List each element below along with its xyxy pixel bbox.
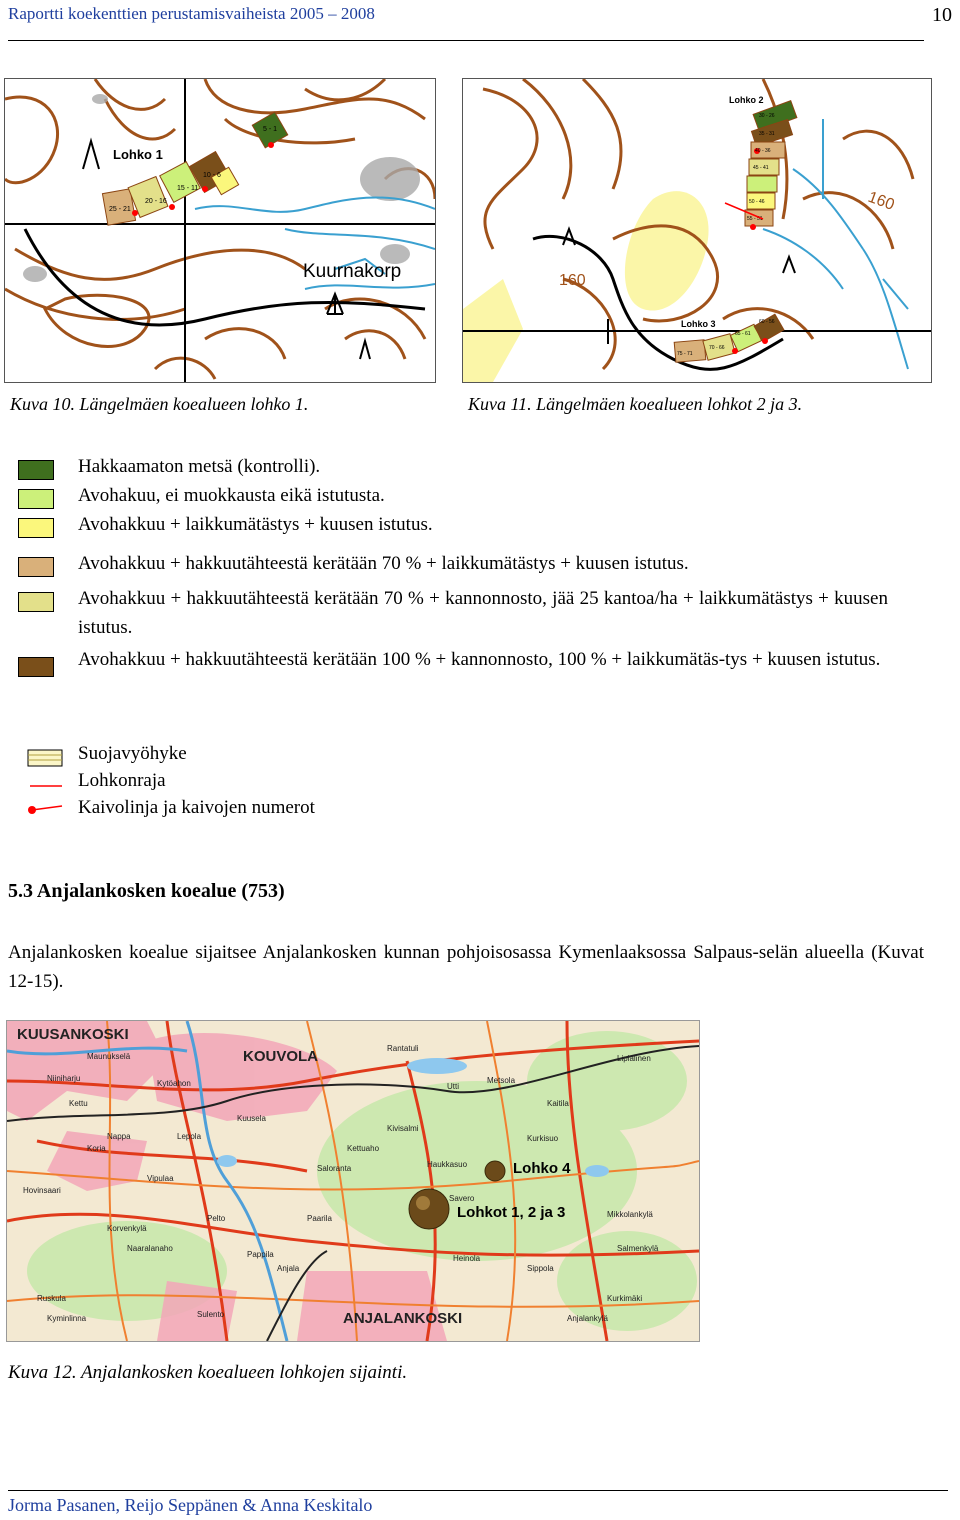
- map11-plot-label: 55 - 51: [747, 216, 763, 222]
- legend-text-stump100: Avohakkuu + hakkuutähteestä kerätään 100 % + kannonnosto, 100 % + laikkumätäs-tys + kuusen istutus.: [78, 649, 881, 670]
- map12-place: Haukkasuo: [427, 1160, 468, 1169]
- map12-place: Mikkolankylä: [607, 1210, 653, 1219]
- map11-label-block3: Lohko 3: [681, 319, 716, 329]
- running-header-title: Raportti koekenttien perustamisvaiheista 2005 – 2008: [8, 4, 375, 23]
- map12-place: Kytöahon: [157, 1079, 191, 1088]
- map12-place: Pappila: [247, 1250, 274, 1259]
- legend-swatch-harvest70: [18, 557, 54, 577]
- map10-plot-label: 10 - 6: [203, 172, 221, 179]
- map10-plot-label: 25 - 21: [109, 206, 131, 213]
- map11-plot-label: 75 - 71: [677, 351, 693, 357]
- map12-place: Metsola: [487, 1076, 516, 1085]
- caption-figure-12: Kuva 12. Anjalankosken koealueen lohkojen sijainti.: [8, 1362, 408, 1383]
- map12-place: Pelto: [207, 1214, 226, 1223]
- map12-label-lohko4: Lohko 4: [513, 1160, 571, 1177]
- legend-text-harvest70: Avohakkuu + hakkuutähteestä kerätään 70 % + laikkumätästys + kuusen istutus.: [78, 553, 689, 574]
- map12-place: Kettuaho: [347, 1144, 380, 1153]
- map12-label-kouvola: KOUVOLA: [243, 1048, 318, 1065]
- map-figure-11-graphic: [463, 79, 931, 382]
- map10-plot-label: 15 - 11: [177, 185, 199, 192]
- map12-place: Maunukselä: [87, 1052, 131, 1061]
- legend-text-clearcut: Avohakuu, ei muokkausta eikä istutusta.: [78, 485, 385, 506]
- map11-plot-label: 70 - 66: [709, 345, 725, 351]
- map12-place: Niiniharju: [47, 1074, 81, 1083]
- map-figure-10-graphic: [5, 79, 435, 382]
- section-paragraph: Anjalankosken koealue sijaitsee Anjalankosken kunnan pohjoisosassa Kymenlaaksossa Salpaus-selän alueella (Kuvat 12-15).: [8, 942, 924, 992]
- map11-plot-label: 65 - 61: [735, 331, 751, 337]
- legend-swatch-stump100: [18, 657, 54, 677]
- map12-place: Utti: [447, 1082, 459, 1091]
- map10-label-block: Lohko 1: [113, 147, 163, 162]
- well-line-icon: [28, 806, 62, 814]
- map12-place: Rantatuli: [387, 1044, 419, 1053]
- map12-place: Kivisalmi: [387, 1124, 419, 1133]
- map10-label-place: Kuurnakorp: [303, 261, 402, 282]
- legend-text-control: Hakkaamaton metsä (kontrolli).: [78, 456, 321, 477]
- map11-contour-label: 160: [559, 272, 586, 289]
- map12-place: Korvenkylä: [107, 1224, 147, 1233]
- caption-figure-10: Kuva 10. Längelmäen koealueen lohko 1.: [10, 394, 309, 414]
- map11-label-block2: Lohko 2: [729, 95, 764, 105]
- map12-place: Lepola: [177, 1132, 202, 1141]
- map12-place: Kurkisuo: [527, 1134, 559, 1143]
- map12-place: Kettu: [69, 1099, 88, 1108]
- map12-place: Lipialinen: [617, 1054, 651, 1063]
- map11-plot-label: 60 - 56: [759, 319, 775, 325]
- map12-place: Naaralanaho: [127, 1244, 173, 1253]
- legend-text-boundary: Lohkonraja: [78, 770, 166, 791]
- page-number: 10: [932, 4, 952, 26]
- map12-place: Koria: [87, 1144, 106, 1153]
- section-heading: 5.3 Anjalankosken koealue (753): [8, 880, 285, 902]
- legend-swatch-control: [18, 460, 54, 480]
- map-figure-12: [6, 1020, 700, 1342]
- map12-place: Kurkimäki: [607, 1294, 643, 1303]
- map12-place: Kaitila: [547, 1099, 569, 1108]
- map10-plot-label: 20 - 16: [145, 198, 167, 205]
- map10-plot-label: 5 - 1: [263, 126, 278, 133]
- legend-swatch-clearcut: [18, 489, 54, 509]
- buffer-zone-icon: [28, 750, 62, 766]
- map12-place: Paarila: [307, 1214, 332, 1223]
- map11-plot-label: 45 - 41: [753, 165, 769, 171]
- map12-place: Kyminlinna: [47, 1314, 87, 1323]
- footer-authors: Jorma Pasanen, Reijo Seppänen & Anna Keskitalo: [8, 1495, 373, 1515]
- footer-rule: [8, 1490, 948, 1491]
- legend-swatch-stump25: [18, 592, 54, 612]
- map-figure-10: [4, 78, 436, 383]
- map11-plot-label: 35 - 31: [759, 131, 775, 137]
- legend-swatch-mounding: [18, 518, 54, 538]
- map12-place: Nappa: [107, 1132, 131, 1141]
- legend-text-mounding: Avohakkuu + laikkumätästys + kuusen istutus.: [78, 514, 433, 535]
- map12-label-lohkot123: Lohkot 1, 2 ja 3: [457, 1204, 566, 1221]
- map11-plot-label: 30 - 26: [759, 113, 775, 119]
- map12-place: Salmenkylä: [617, 1244, 659, 1253]
- map12-place: Kuusela: [237, 1114, 266, 1123]
- map12-label-kuusankoski: KUUSANKOSKI: [17, 1026, 129, 1043]
- map12-place: Hovinsaari: [23, 1186, 61, 1195]
- map11-plot-label: 40 - 36: [755, 148, 771, 154]
- legend-symbols: [26, 748, 66, 820]
- map11-plot-label: 50 - 46: [749, 199, 765, 205]
- legend-text-wells: Kaivolinja ja kaivojen numerot: [78, 797, 315, 818]
- map12-place: Anjala: [277, 1264, 300, 1273]
- map12-place: Sulento: [197, 1310, 225, 1319]
- map12-place: Heinola: [453, 1254, 481, 1263]
- map12-place: Saloranta: [317, 1164, 352, 1173]
- map11-contour-label: 160: [865, 188, 897, 214]
- legend-text-stump25: Avohakkuu + hakkuutähteestä kerätään 70 % + kannonnosto, jää 25 kantoa/ha + laikkumätästys + kuusen istutus.: [78, 588, 888, 638]
- map12-place: Vipulaa: [147, 1174, 174, 1183]
- map-figure-11: [462, 78, 932, 383]
- header-rule: [8, 40, 924, 41]
- map12-place: Sippola: [527, 1264, 554, 1273]
- map12-place: Savero: [449, 1194, 475, 1203]
- map12-label-anjalankoski: ANJALANKOSKI: [343, 1310, 463, 1327]
- map12-place: Anjalankylä: [567, 1314, 608, 1323]
- legend-text-buffer: Suojavyöhyke: [78, 743, 187, 764]
- caption-figure-11: Kuva 11. Längelmäen koealueen lohkot 2 ja 3.: [468, 394, 803, 414]
- map12-place: Ruskula: [37, 1294, 66, 1303]
- map-figure-12-graphic: [7, 1021, 699, 1341]
